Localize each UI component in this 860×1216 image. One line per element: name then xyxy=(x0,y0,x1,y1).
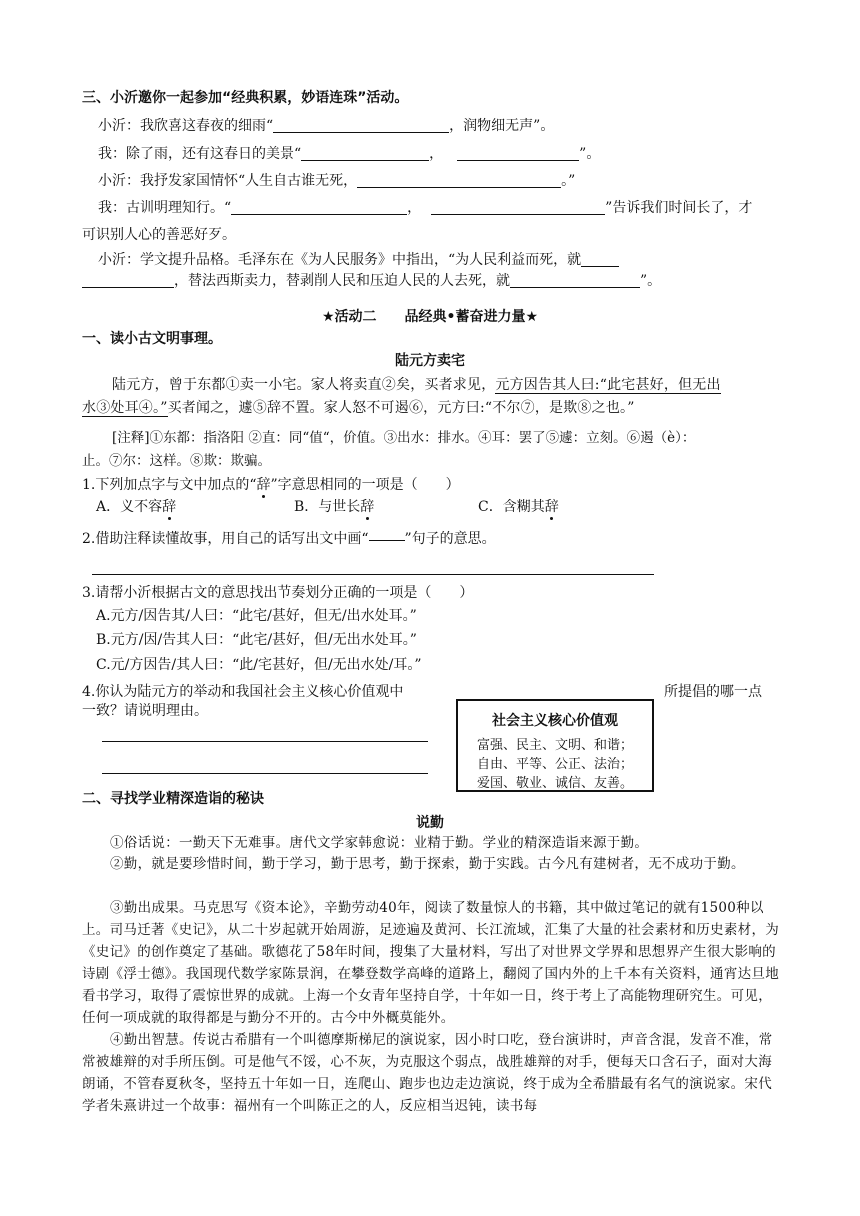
underlined-sentence: 元方因告其人曰:“此宅甚好，但无出 xyxy=(495,377,721,393)
dotted-char: 辞 xyxy=(360,499,375,515)
annotation: [注释]①东都：指洛阳 ②直：同“值“，价值。③出水：排水。④耳：罢了⑤遽：立刻。⑥遏（è）： xyxy=(112,430,696,446)
text: ，替法西斯卖力，替剥削人民和压迫人民的人去死，就 xyxy=(174,273,510,289)
question-3: 3.请帮小沂根据古文的意思找出节奏划分正确的一项是（ ） xyxy=(82,585,474,601)
text: ”。 xyxy=(640,273,662,289)
question-4-cont: 一致？请说明理由。 xyxy=(82,703,208,719)
text: 买者闻之，遽⑤辞不置。家人怒不可遏⑥，元方曰:“不尔⑦，是欺⑧之也。” xyxy=(167,400,635,416)
answer-blank[interactable] xyxy=(273,118,449,133)
dialogue-line xyxy=(98,251,619,269)
text: 陆元方，曾于东都①卖一小宅。家人将卖直②矣，买者求见， xyxy=(112,377,496,393)
underline-sample xyxy=(369,532,405,541)
box-row: 自由、平等、公正、法治； xyxy=(476,757,633,772)
text: 小沂：我抒发家国情怀“人生自古谁无死， xyxy=(98,173,358,189)
text: A．义不容 xyxy=(96,499,163,515)
paragraph-2: ②勤，就是要珍惜时间，勤于学习，勤于思考，勤于探索，勤于实践。古今凡有建树者，无不成功于勤。 xyxy=(110,856,745,872)
answer-blank[interactable] xyxy=(457,146,579,161)
underlined-sentence: 水③处耳④。” xyxy=(82,400,168,416)
question-1 xyxy=(82,476,460,494)
option-b[interactable] xyxy=(294,498,374,516)
text: ”字意思相同的一项是（ ） xyxy=(270,477,460,493)
annotation: 止。⑦尔：这样。⑧欺：欺骗。 xyxy=(82,453,271,469)
text: B．与世长 xyxy=(294,499,361,515)
text: 小沂：我欣喜这春夜的细雨“ xyxy=(98,118,274,134)
dialogue-line xyxy=(82,272,661,290)
answer-line[interactable] xyxy=(102,773,428,774)
paragraph-3: ③勤出成果。马克思写《资本论》，辛勤劳动40年，阅读了数量惊人的书籍，其中做过笔记的就有1500种以上。司马迁著《史记》，从二十岁起就开始周游，足迹遍及黄河、长江流域，汇集了大量的社会素材和历史素材，为《史记》的创作奠定了基础。歌德花了58年时间，搜集了大量材料，写出了对世界文学界和思想界产生很大影响的诗剧《浮士德》。我国现代数学家陈景润，在攀登数学高峰的道路上，翻阅了国内外的上千本有关资料，通宵达旦地看书学习，取得了震惊世界的成就。上海一个女青年坚持自学，十年如一日，终于考上了高能物理研究生。可见，任何一项成就的取得都是与勤分不开的。古今中外概莫能外。 xyxy=(82,900,780,1026)
answer-blank[interactable] xyxy=(301,146,429,161)
dialogue-line xyxy=(98,117,554,135)
dialogue-line xyxy=(98,172,575,190)
passage-title: 陆元方卖宅 xyxy=(395,353,465,369)
answer-blank[interactable] xyxy=(510,273,640,288)
dotted-char: 辞 xyxy=(544,499,559,515)
option-a[interactable]: A.元方/因告其/人曰：“此宅/甚好，但无/出水处耳。” xyxy=(96,608,417,624)
option-a[interactable] xyxy=(96,498,176,516)
answer-blank[interactable] xyxy=(357,173,561,188)
question-2 xyxy=(82,530,496,548)
section-heading: 二、寻找学业精深造诣的秘诀 xyxy=(82,791,264,807)
text: C．含糊其 xyxy=(478,499,545,515)
text: ， xyxy=(429,146,444,162)
answer-line[interactable] xyxy=(102,741,428,742)
text: 小沂：学文提升品格。毛泽东在《为人民服务》中指出，“为人民利益而死，就 xyxy=(98,252,582,268)
box-title: 社会主义核心价值观 xyxy=(492,713,618,729)
dialogue-line: 可识别人心的善恶好歹。 xyxy=(82,227,236,243)
section-heading: 一、读小古文明事理。 xyxy=(82,331,222,347)
text: ”告诉我们时间长了，才 xyxy=(605,200,753,216)
text: 我：古训明理知行。“ xyxy=(98,200,232,216)
question-4: 4.你认为陆元方的举动和我国社会主义核心价值观中 xyxy=(82,684,404,700)
box-row: 爱国、敬业、诚信、友善。 xyxy=(476,776,633,791)
answer-blank[interactable] xyxy=(431,200,605,215)
answer-line[interactable] xyxy=(92,574,654,575)
passage-line xyxy=(112,376,721,394)
text: ，润物细无声”。 xyxy=(449,118,555,134)
passage-line xyxy=(82,399,635,417)
section-heading: 三、小沂邀你一起参加“经典积累，妙语连珠”活动。 xyxy=(82,90,409,106)
box-row: 富强、民主、文明、和谐； xyxy=(476,738,633,753)
text: 我：除了雨，还有这春日的美景“ xyxy=(98,146,302,162)
option-b[interactable]: B.元方/因/告其人曰：“此宅/甚好，但/无出水处耳。” xyxy=(96,632,417,648)
activity-title: ★活动二 品经典•蓄奋进力量★ xyxy=(321,309,539,325)
dialogue-line xyxy=(98,199,752,217)
dotted-char: 辞 xyxy=(256,477,271,493)
question-4-cont: 所提倡的哪一点 xyxy=(664,684,762,700)
answer-blank[interactable] xyxy=(82,273,174,288)
answer-blank[interactable] xyxy=(231,200,407,215)
paragraph-4: ④勤出智慧。传说古希腊有一个叫德摩斯梯尼的演说家，因小时口吃，登台演讲时，声音含混，发音不准，常常被雄辩的对手所压倒。可是他气不馁，心不灰，为克服这个弱点，战胜雄辩的对手，便每天口含石子，面对大海朗诵，不管春夏秋冬，坚持五十年如一日，连爬山、跑步也边走边演说，终于成为全希腊最有名气的演说家。宋代学者朱熹讲过一个故事：福州有一个叫陈正之的人，反应相当迟钝，读书每 xyxy=(82,1032,773,1114)
passage-title: 说勤 xyxy=(416,815,444,831)
paragraph-1: ①俗话说：一勤天下无难事。唐代文学家韩愈说：业精于勤。学业的精深造诣来源于勤。 xyxy=(110,835,649,851)
text: 2.借助注释读懂故事，用自己的话写出文中画“ xyxy=(82,531,369,547)
text: ， xyxy=(407,200,422,216)
option-c[interactable]: C.元/方因告/其人曰：“此/宅甚好，但/无出水处/耳。” xyxy=(96,657,422,673)
option-c[interactable] xyxy=(478,498,559,516)
core-values-box xyxy=(456,699,654,792)
dialogue-line xyxy=(98,145,600,163)
text: ”句子的意思。 xyxy=(404,531,496,547)
text: 1.下列加点字与文中加点的“ xyxy=(82,477,257,493)
dotted-char: 辞 xyxy=(162,499,177,515)
answer-blank[interactable] xyxy=(581,252,619,267)
text: ”。 xyxy=(579,146,601,162)
text: 。” xyxy=(561,173,576,189)
